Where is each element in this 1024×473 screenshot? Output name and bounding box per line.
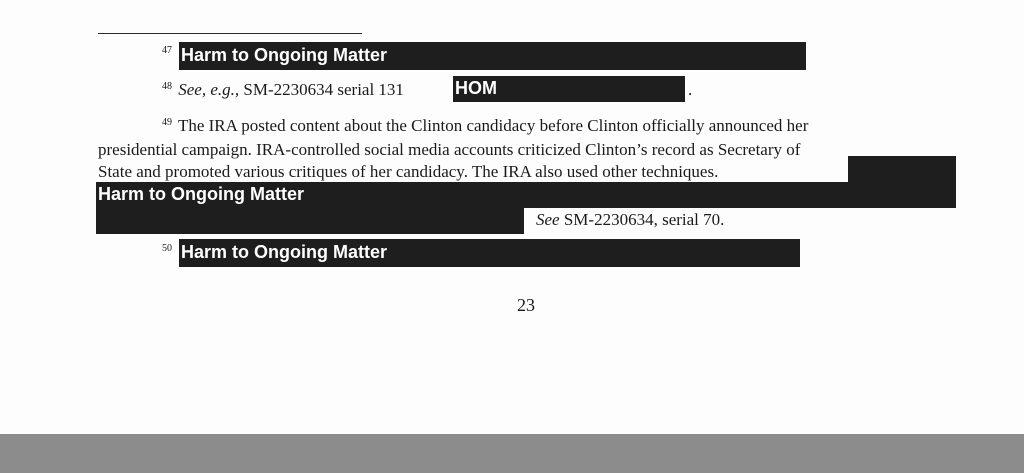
bottom-gray-bar [0, 434, 1024, 473]
redaction-block [848, 156, 956, 184]
footnote-number: 47 [162, 45, 172, 56]
footnote-trailing-period: . [688, 80, 693, 99]
footnote-number: 49 [162, 117, 172, 128]
footnote-number: 48 [162, 81, 172, 92]
footnote-number: 50 [162, 243, 172, 254]
redaction-label: Harm to Ongoing Matter [98, 184, 304, 204]
see-signal: See [536, 210, 560, 229]
footnote-text: SM-2230634 serial 131 [243, 80, 404, 99]
footnote-50 [162, 242, 174, 265]
citation-text: SM-2230634, serial 70. [563, 210, 725, 229]
footnote-47 [162, 44, 174, 67]
redaction-block [96, 206, 524, 234]
footnote-49-line-2: presidential campaign. IRA-controlled social media accounts criticized Clinton’s record as Secretary of [98, 140, 801, 159]
footnote-49-citation [536, 210, 724, 230]
redaction-label: Harm to Ongoing Matter [181, 45, 387, 65]
footnote-49-line-3: State and promoted various critiques of her candidacy. The IRA also used other techniques. [98, 162, 719, 181]
redaction-label: HOM [455, 78, 497, 98]
redaction-label: Harm to Ongoing Matter [181, 242, 387, 262]
footnote-separator-rule [98, 33, 362, 34]
footnote-48 [162, 80, 404, 103]
footnote-text: The IRA posted content about the Clinton candidacy before Clinton officially announced her [177, 116, 809, 135]
see-eg-signal: See, e.g., [178, 80, 240, 99]
page-number: 23 [517, 295, 535, 315]
footnote-49-line-1 [162, 116, 808, 139]
